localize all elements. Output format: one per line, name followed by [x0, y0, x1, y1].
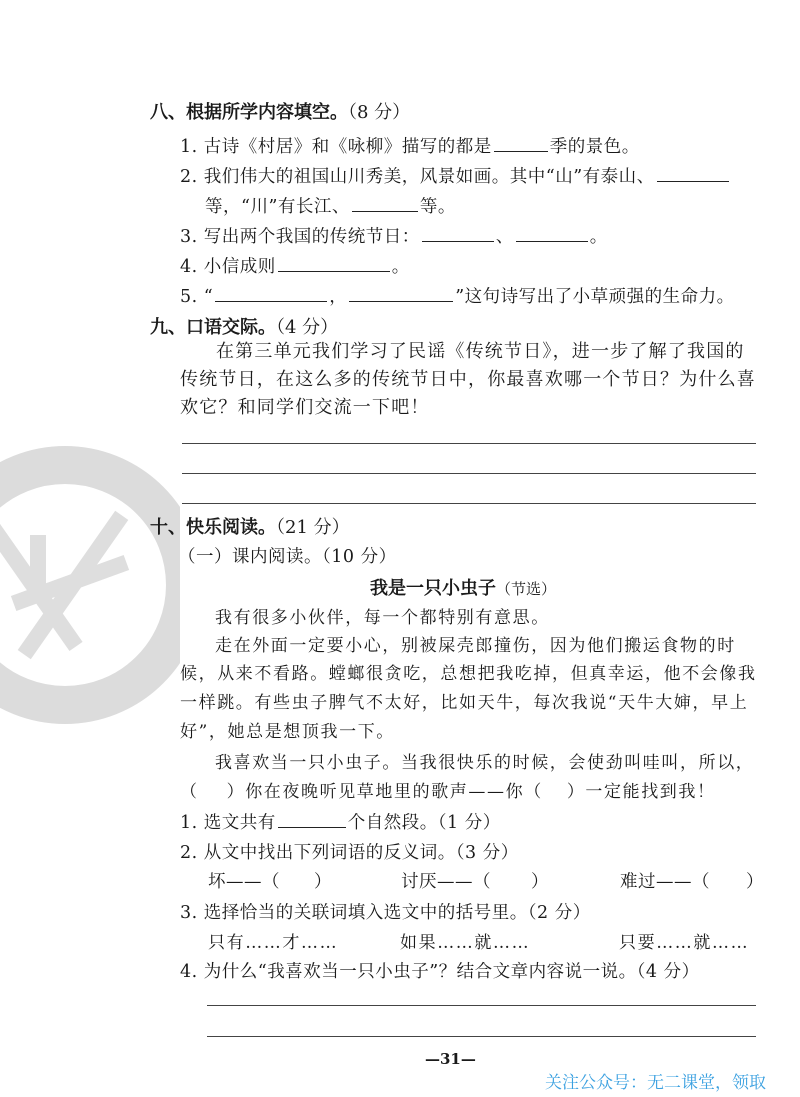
s8-q3-text: 3. 写出两个我国的传统节日： [180, 227, 420, 247]
answer-line[interactable] [182, 443, 756, 444]
connective-option: 只有……才…… [208, 933, 339, 953]
s10-question-1 [180, 809, 501, 834]
section-10-points: （21 分） [276, 517, 350, 538]
story-paragraph-2-line: 候，从来不看路。螳螂很贪吃，总想把我吃掉，但真幸运，他不会像我 [180, 664, 757, 684]
antonym-item-3 [620, 868, 764, 893]
story-title-text: 我是一只小虫子 [370, 578, 496, 599]
s10-q1-blank[interactable] [278, 826, 346, 828]
paren-close: ） [746, 872, 764, 892]
s8-question-5 [180, 283, 735, 308]
s10-q1-text: 1. 选文共有 [180, 813, 276, 833]
s8-q2-text-2: 等，“川”有长江、 [205, 197, 350, 217]
answer-line[interactable] [182, 503, 756, 504]
footer-promo-text: 关注公众号：无二课堂，领取 [545, 1073, 766, 1093]
connective-option: 只要……就…… [619, 933, 750, 953]
story-paragraph-2-line: 一样跳。有些虫子脾气不太好，比如天牛，每次我说“天牛大婶，早上 [180, 693, 749, 713]
story-title-note: （节选） [496, 580, 557, 598]
section-8-heading [150, 98, 410, 124]
s8-q5-separator: ， [329, 287, 348, 307]
story-paragraph-2-line: 走在外面一定要小心，别被屎壳郎撞伤，因为他们搬运食物的时 [215, 636, 736, 656]
s8-q5-text: 5. “ [180, 287, 214, 307]
story-line-mid: ）你在夜晚听见草地里的歌声——你（ [226, 782, 543, 802]
s8-q2-text: 2. 我们伟大的祖国山川秀美，风景如画。其中“山”有泰山、 [180, 167, 655, 187]
s8-question-2-cont [205, 193, 456, 218]
s8-q3-blank-2[interactable] [516, 240, 588, 242]
s8-q4-end: 。 [391, 257, 410, 277]
section-9-heading [150, 313, 338, 339]
s8-q2-blank-2[interactable] [352, 210, 418, 212]
antonym-item-2 [401, 868, 549, 893]
section-9-title: 九、口语交际。 [150, 317, 276, 338]
s8-q5-suffix: ”这句诗写出了小草顽强的生命力。 [455, 287, 735, 307]
s8-q4-blank[interactable] [278, 270, 390, 272]
answer-line[interactable] [182, 473, 756, 474]
s8-question-1 [180, 133, 640, 158]
s8-q2-suffix: 等。 [419, 197, 456, 217]
antonym-item-1 [208, 868, 332, 893]
s9-prompt-text: 在第三单元我们学习了民谣《传统节日》，进一步了解了我国的传统节日，在这么多的传统节日中，你最喜欢哪一个节日？为什么喜欢它？和同学们交流一下吧！ [180, 341, 756, 418]
paren-close: ） [314, 872, 332, 892]
story-paragraph-2-line: 好”，她总是想顶我一下。 [180, 722, 395, 742]
s10-subsection-1: （一）课内阅读。（10 分） [178, 547, 397, 567]
answer-line[interactable] [207, 1005, 756, 1006]
s8-q3-separator: 、 [495, 227, 514, 247]
s8-question-2 [180, 163, 731, 188]
s8-q4-text: 4. 小信成则 [180, 257, 276, 277]
section-8-title: 八、根据所学内容填空。 [150, 102, 348, 123]
s10-question-3: 3. 选择恰当的关联词填入选文中的括号里。（2 分） [180, 903, 591, 923]
section-8-points: （8 分） [348, 102, 411, 123]
story-title [370, 574, 556, 600]
paren-open: （ [180, 782, 199, 802]
story-line-end: ）一定能找到我！ [566, 782, 716, 802]
paren-close: ） [531, 872, 549, 892]
story-paragraph-3-line [180, 777, 716, 802]
story-paragraph-1: 我有很多小伙伴，每一个都特别有意思。 [215, 608, 550, 628]
section-9-points: （4 分） [276, 317, 339, 338]
s10-question-2: 2. 从文中找出下列词语的反义词。（3 分） [180, 843, 519, 863]
s8-q2-blank-1[interactable] [657, 180, 729, 182]
s8-question-4 [180, 253, 410, 278]
section-10-heading [150, 513, 350, 539]
antonym-label: 坏——（ [208, 872, 280, 892]
s8-q3-blank-1[interactable] [422, 240, 494, 242]
antonym-label: 讨厌——（ [401, 872, 491, 892]
section-10-title: 十、快乐阅读。 [150, 517, 276, 538]
s10-q1-suffix: 个自然段。（1 分） [347, 813, 501, 833]
story-paragraph-3-line: 我喜欢当一只小虫子。当我很快乐的时候，会使劲叫哇叫，所以， [215, 753, 755, 773]
s8-q5-blank-2[interactable] [349, 300, 453, 302]
s10-question-4: 4. 为什么“我喜欢当一只小虫子”？结合文章内容说一说。（4 分） [180, 962, 700, 982]
s8-q1-blank[interactable] [494, 150, 548, 152]
connective-option: 如果……就…… [400, 933, 531, 953]
stamp-watermark-icon [0, 440, 180, 730]
s8-q1-suffix: 季的景色。 [549, 137, 640, 157]
s8-q1-text: 1. 古诗《村居》和《咏柳》描写的都是 [180, 137, 492, 157]
page-number: —31— [425, 1050, 476, 1068]
s8-question-3 [180, 223, 608, 248]
s8-q3-end: 。 [589, 227, 608, 247]
answer-line[interactable] [207, 1036, 756, 1037]
antonym-label: 难过——（ [620, 872, 710, 892]
s8-q5-blank-1[interactable] [215, 300, 327, 302]
